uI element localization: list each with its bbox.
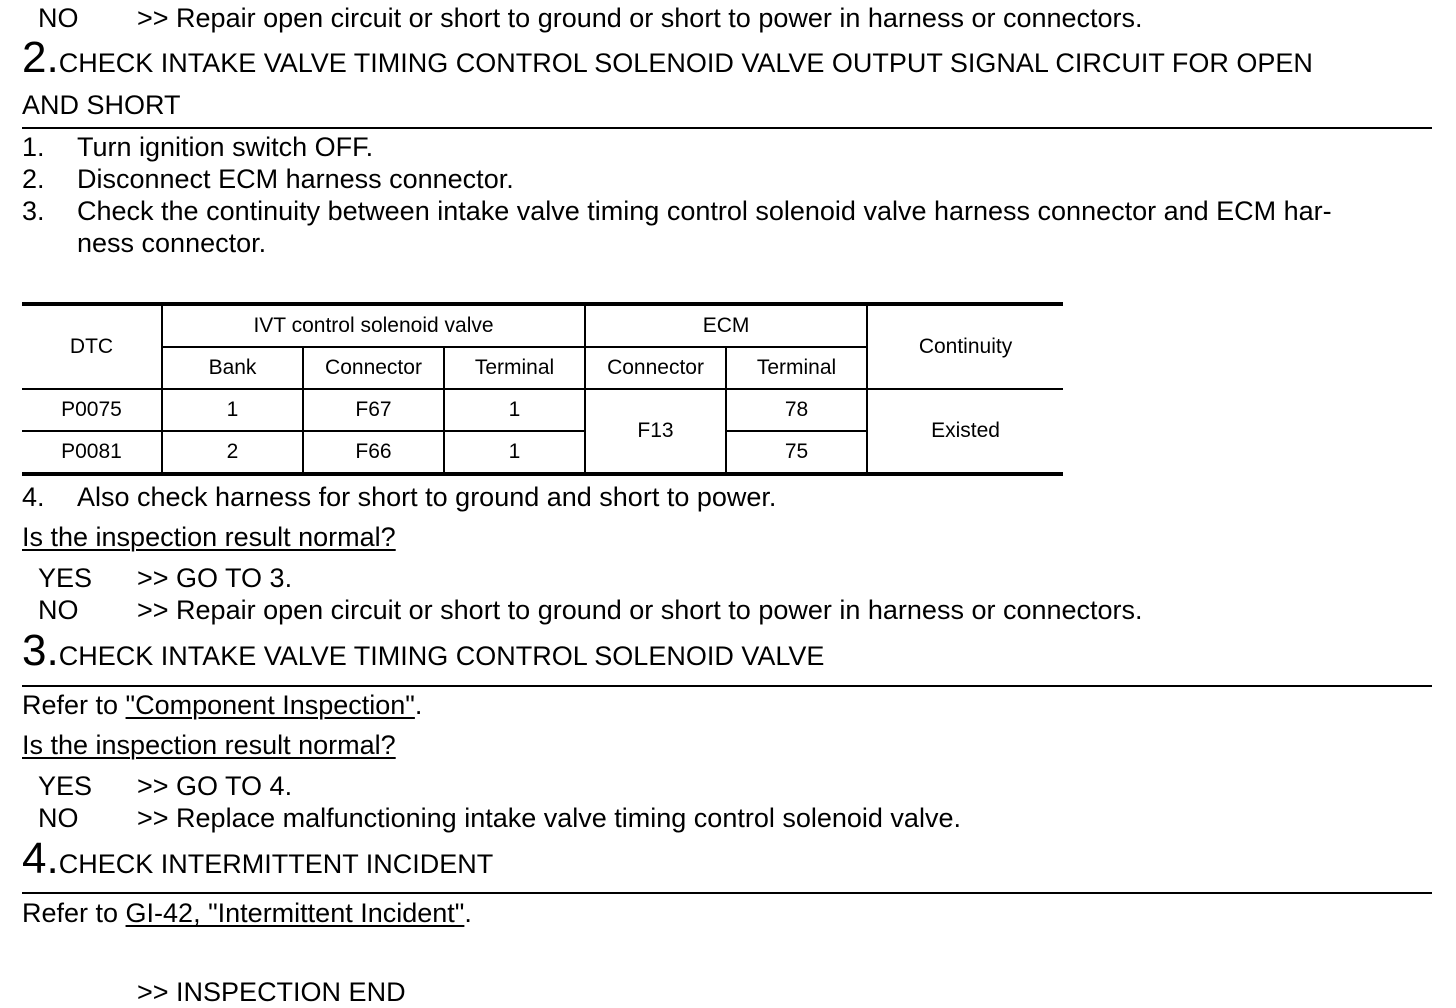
cell-ecm-terminal: 78 <box>726 389 867 431</box>
intermittent-incident-link[interactable]: GI-42, "Intermittent Incident" <box>125 898 465 928</box>
header-ivt-group: IVT control solenoid valve <box>162 304 585 347</box>
list-item-number: 3. <box>22 196 45 226</box>
cell-dtc: P0081 <box>22 431 162 474</box>
cell-bank: 1 <box>162 389 303 431</box>
no-label: NO <box>38 803 79 833</box>
cell-bank: 2 <box>162 431 303 474</box>
cell-ecm-terminal: 75 <box>726 431 867 474</box>
list-item: Disconnect ECM harness connector. <box>77 164 514 194</box>
list-item-number: 4. <box>22 482 45 512</box>
step-title-continued: AND SHORT <box>22 90 181 120</box>
header-continuity: Continuity <box>867 304 1063 389</box>
header-ivt-connector: Connector <box>303 347 444 389</box>
cell-terminal: 1 <box>444 389 585 431</box>
list-item: Also check harness for short to ground and short to power. <box>77 482 777 512</box>
no-label: NO <box>38 595 79 625</box>
refer-suffix: . <box>414 690 423 720</box>
step-title: CHECK INTERMITTENT INCIDENT <box>58 849 494 879</box>
cell-continuity: Existed <box>867 389 1063 474</box>
continuity-table <box>22 302 1063 476</box>
divider <box>22 685 1432 687</box>
yes-label: YES <box>38 563 93 593</box>
cell-terminal: 1 <box>444 431 585 474</box>
no-result-text: >> Repair open circuit or short to ground or short to power in harness or connectors. <box>137 595 1143 625</box>
list-item: Turn ignition switch OFF. <box>77 132 374 162</box>
inspection-question: Is the inspection result normal? <box>22 730 396 760</box>
cell-ecm-connector: F13 <box>585 389 726 474</box>
component-inspection-link[interactable]: "Component Inspection" <box>125 690 415 720</box>
yes-label: YES <box>38 771 93 801</box>
header-bank: Bank <box>162 347 303 389</box>
no-label: NO <box>38 3 79 33</box>
cell-connector: F66 <box>303 431 444 474</box>
refer-line <box>22 897 472 929</box>
inspection-end-text: >> INSPECTION END <box>137 977 406 1007</box>
step-3-heading <box>22 626 825 677</box>
yes-result-text: >> GO TO 3. <box>137 563 293 593</box>
header-dtc: DTC <box>22 304 162 389</box>
refer-prefix: Refer to <box>22 690 126 720</box>
step-number: 3. <box>22 626 59 675</box>
no-result-text: >> Repair open circuit or short to ground or short to power in harness or connectors. <box>137 3 1143 33</box>
yes-result-text: >> GO TO 4. <box>137 771 293 801</box>
step-2-heading <box>22 33 1313 84</box>
inspection-question: Is the inspection result normal? <box>22 522 396 552</box>
header-ivt-terminal: Terminal <box>444 347 585 389</box>
header-ecm-group: ECM <box>585 304 867 347</box>
no-result-text: >> Replace malfunctioning intake valve timing control solenoid valve. <box>137 803 961 833</box>
list-item-number: 1. <box>22 132 45 162</box>
step-number: 2. <box>22 33 59 82</box>
header-ecm-terminal: Terminal <box>726 347 867 389</box>
list-item: Check the continuity between intake valve timing control solenoid valve harness connector and ECM har- <box>77 196 1332 226</box>
step-4-heading <box>22 834 494 885</box>
list-item-number: 2. <box>22 164 45 194</box>
step-title: CHECK INTAKE VALVE TIMING CONTROL SOLENOID VALVE OUTPUT SIGNAL CIRCUIT FOR OPEN <box>58 48 1313 78</box>
cell-connector: F67 <box>303 389 444 431</box>
divider <box>22 892 1432 894</box>
step-title: CHECK INTAKE VALVE TIMING CONTROL SOLENOID VALVE <box>58 641 825 671</box>
step-number: 4. <box>22 834 59 883</box>
refer-prefix: Refer to <box>22 898 126 928</box>
table-row <box>22 389 1063 431</box>
cell-dtc: P0075 <box>22 389 162 431</box>
refer-suffix: . <box>464 898 472 928</box>
header-ecm-connector: Connector <box>585 347 726 389</box>
divider <box>22 127 1432 129</box>
refer-line <box>22 689 422 721</box>
list-item-continued: ness connector. <box>77 228 267 258</box>
